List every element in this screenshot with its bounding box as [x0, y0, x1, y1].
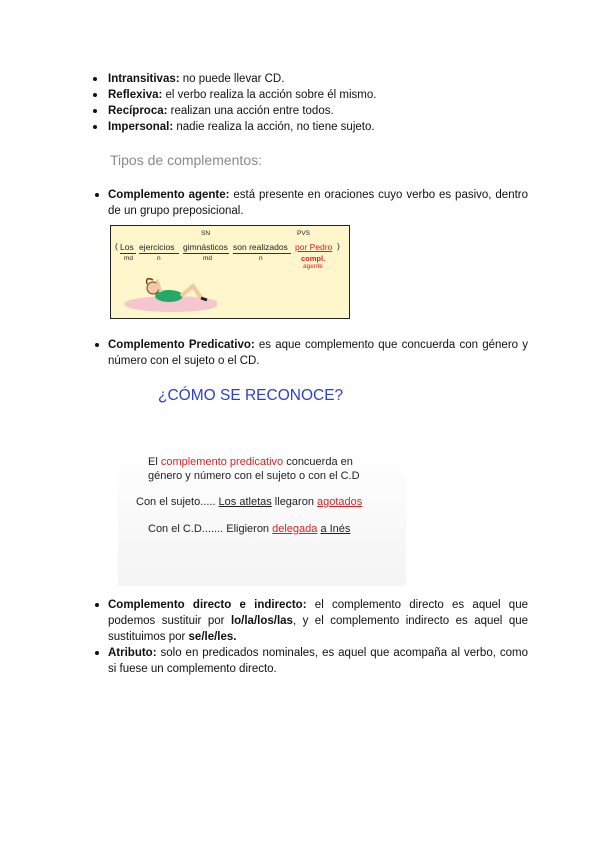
example-subject: [136, 496, 362, 508]
list-item: [108, 187, 528, 219]
underline: [120, 253, 136, 254]
term: Reflexiva:: [108, 89, 163, 101]
highlight-text: complemento predicativo: [160, 456, 284, 468]
word-ejercicios: ejercicios: [139, 242, 175, 252]
agent-example-figure: [110, 225, 350, 319]
compl-label: compl.: [301, 254, 326, 263]
agente-label: agente: [303, 263, 323, 270]
list-item: [108, 597, 528, 645]
text: Con el sujeto.....: [136, 496, 219, 508]
definition: , y el complemento indirecto es aquel que sustituimos por: [108, 615, 529, 643]
list-item: [92, 103, 528, 119]
list-item: [92, 87, 528, 103]
bracket-close: ): [337, 241, 340, 251]
label-n: n: [157, 255, 161, 262]
exercising-person-illustration: [117, 270, 217, 314]
label-md: md: [203, 255, 213, 262]
highlight-text: agotados: [317, 496, 363, 508]
figure-line: género y número con el sujeto o con el C.D: [148, 470, 360, 482]
highlight-text: delegada: [272, 523, 318, 535]
term: Complemento Predicativo:: [108, 339, 255, 351]
word-los: Los: [120, 242, 134, 252]
definition: el complemento directo es aquel que podemos sustituir por: [108, 599, 528, 627]
text: El: [148, 456, 161, 468]
pronouns: lo/la/los/las: [230, 615, 293, 627]
section-heading: Tipos de complementos:: [110, 152, 262, 168]
pvs-label: PVS: [297, 230, 311, 237]
bracket-open: (: [115, 241, 118, 251]
definition: realizan una acción entre todos.: [167, 105, 334, 117]
text: llegaron: [271, 496, 318, 508]
underlined-text: Los atletas: [218, 496, 272, 508]
list-item: [92, 71, 528, 87]
text: Con el C.D....... Eligieron: [148, 523, 273, 535]
term: Intransitivas:: [108, 73, 180, 85]
definition: no puede llevar CD.: [179, 73, 285, 85]
term: Impersonal:: [108, 121, 174, 133]
list-item: [108, 337, 528, 369]
text: concuerda en: [283, 456, 353, 468]
list-item: [92, 119, 528, 135]
predicative-figure-title: ¿CÓMO SE RECONOCE?: [158, 387, 344, 404]
definition: solo en predicados nominales, es aquel que acompaña al verbo, como si fuese un complemento directo.: [108, 647, 528, 675]
example-cd: [148, 523, 350, 535]
verb-types-list: [92, 71, 528, 135]
definition: el verbo realiza la acción sobre él mismo.: [162, 89, 377, 101]
word-son-realizados: son realizados: [233, 242, 288, 252]
figure-line: [148, 456, 353, 468]
underline: [233, 253, 291, 254]
term: Recíproca:: [108, 105, 168, 117]
definition: está presente en oraciones cuyo verbo es pasivo, dentro de un grupo preposicional.: [108, 189, 529, 217]
term: Atributo:: [108, 647, 157, 659]
underlined-text: a Inés: [320, 523, 351, 535]
label-n: n: [259, 255, 263, 262]
pronouns: se/le/les.: [188, 631, 237, 643]
word-gimnasticos: gimnásticos: [183, 242, 228, 252]
underline: [183, 253, 229, 254]
list-item: [108, 645, 528, 677]
term: Complemento agente:: [108, 189, 230, 201]
term: Complemento directo e indirecto:: [108, 599, 307, 611]
sn-label: SN: [201, 230, 211, 237]
predicative-example-figure: [118, 446, 406, 586]
agent-list: [108, 187, 528, 219]
definition: nadie realiza la acción, no tiene sujeto.: [173, 121, 375, 133]
underline: [139, 253, 179, 254]
label-md: md: [124, 255, 134, 262]
predicative-list: [108, 337, 528, 369]
final-list: [108, 597, 528, 677]
word-por-pedro: por Pedro: [295, 242, 333, 252]
definition: es aque complemento que concuerda con género y número con el sujeto o el CD.: [108, 339, 528, 367]
